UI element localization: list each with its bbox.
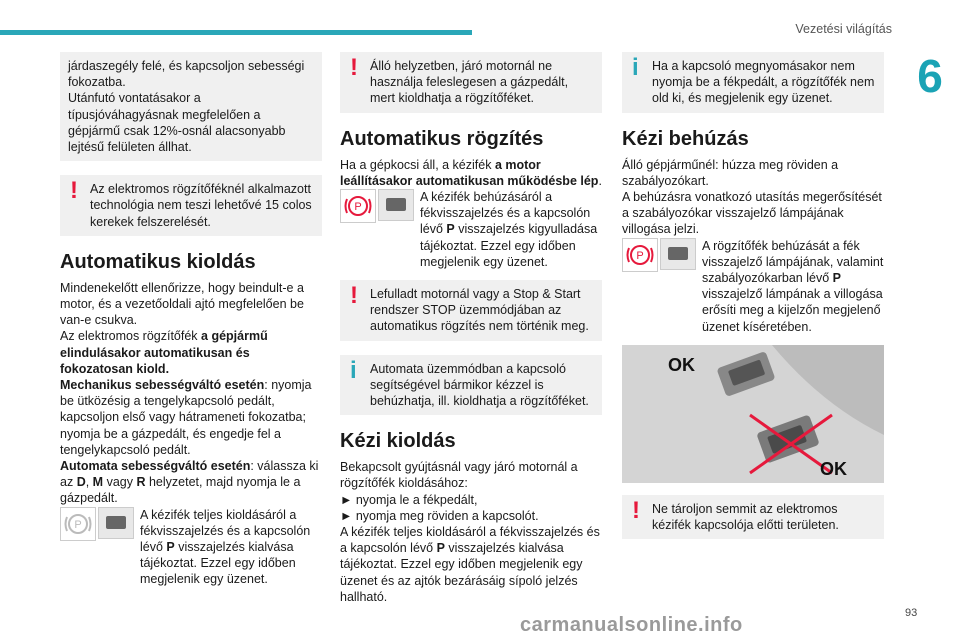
svg-text:P: P	[636, 249, 644, 262]
svg-text:P: P	[74, 518, 82, 531]
paragraph: A behúzásra vonatkozó utasítás megerősítését a szabályozókar visszajelző lámpájának villogása jelzi.	[622, 190, 882, 237]
info-box	[340, 355, 602, 416]
section-title: Vezetési világítás	[795, 22, 892, 36]
console-photo	[622, 345, 884, 483]
paragraph: A kézifék behúzásáról a fékvisszajelzés és a kapcsolón lévő P visszajelzés kigyulladása tájékoztat. Ezzel egy időben megjelenik egy üzenet.	[420, 190, 598, 269]
paragraph: Az elektromos rögzítőfék a gépjármű elindulásakor automatikusan és fokozatosan kiold.	[60, 329, 268, 376]
paragraph: A kézifék teljes kioldásáról a fékvisszajelzés és a kapcsolón lévő P visszajelzés kialvása tájékoztat. Ezzel egy időben megjelenik egy üzenet és az ajtók bezárásáig sípoló jelzés hallható.	[340, 525, 600, 604]
brake-switch-icon	[660, 238, 696, 270]
paragraph: Mechanikus sebességváltó esetén: nyomja be ütközésig a tengelykapcsoló pedált, kapcsoljon első vagy hátrameneti fokozatba; nyomja be a gázpedált, és engedje fel a tengelykapcsoló pedált.	[60, 378, 312, 457]
warning-box	[340, 52, 602, 113]
info-icon: i	[350, 356, 357, 384]
warning-box	[340, 280, 602, 341]
paragraph: Ha a gépkocsi áll, a kézifék a motor leállításakor automatikusan működésbe lép.	[340, 157, 602, 188]
icon-paragraph	[340, 189, 602, 270]
info-box	[622, 52, 884, 113]
parking-brake-icons	[622, 238, 698, 335]
paragraph: Automata sebességváltó esetén: válassza ki az D, M vagy R helyzetet, majd nyomja le a gázpedált.	[60, 459, 319, 506]
warning-text: Az elektromos rögzítőféknél alkalmazott technológia nem teszi lehetővé 15 colos kerekek felszerelését.	[90, 182, 312, 229]
warning-icon: !	[632, 496, 640, 524]
heading-automatic-release: Automatikus kioldás	[60, 250, 256, 273]
parking-brake-icons	[60, 507, 136, 588]
warning-box	[60, 175, 322, 236]
warning-box	[622, 495, 884, 539]
warning-text: Lefulladt motornál vagy a Stop & Start rendszer STOP üzemmódjában az automatikus rögzítés nem történik meg.	[370, 287, 589, 334]
paragraph: A kézifék teljes kioldásáról a fékvisszajelzés és a kapcsolón lévő P visszajelzés kialvása tájékoztat. Ezzel egy időben megjelenik egy üzenet.	[140, 507, 311, 587]
page-number: 93	[905, 607, 918, 619]
brake-switch-icon	[98, 507, 134, 539]
warning-text: Álló helyzetben, járó motornál ne használja feleslegesen a gázpedált, mert kioldhatja a rögzítőféket.	[370, 59, 569, 106]
list-item: ► nyomja meg röviden a kapcsolót.	[340, 508, 539, 523]
chapter-tab	[900, 44, 960, 108]
parking-brake-icons	[340, 189, 416, 270]
info-icon: i	[632, 54, 639, 81]
heading-manual-release: Kézi kioldás	[340, 430, 456, 453]
heading-automatic-apply: Automatikus rögzítés	[340, 127, 544, 150]
ok-label-top: OK	[668, 354, 695, 375]
info-text: Ha a kapcsoló megnyomásakor nem nyomja be a fékpedált, a rögzítőfék nem old ki, és megjelenik egy üzenet.	[652, 59, 875, 106]
warning-icon: !	[350, 282, 358, 310]
icon-paragraph	[622, 238, 884, 335]
list-item: ► nyomja le a fékpedált,	[340, 492, 478, 507]
paragraph: A rögzítőfék behúzását a fék visszajelző lámpájának, valamint szabályozókarban lévő P visszajelző lámpának a villogása erősíti meg a kijelzőn megjelenő üzenet kíséretében.	[702, 238, 884, 334]
warning-icon: !	[70, 177, 78, 205]
paragraph: Bekapcsolt gyújtásnál vagy járó motornál a rögzítőfék kioldásához:	[340, 460, 578, 491]
warning-icon: !	[350, 54, 358, 81]
chapter-number: 6	[917, 50, 943, 102]
paragraph: Álló gépjárműnél: húzza meg röviden a szabályozókart.	[622, 157, 839, 188]
parking-brake-icon	[622, 238, 658, 272]
note-text: járdaszegély felé, és kapcsoljon sebességi fokozatba. Utánfutó vontatásakor a típusjóváhagyásnak megfelelően a gépjármű csak 12%-osnál alacsonyabb lejtésű felületen állhat.	[68, 59, 305, 155]
top-accent-bar	[0, 30, 472, 35]
parking-brake-icon	[60, 507, 96, 541]
heading-manual-apply: Kézi behúzás	[622, 127, 749, 150]
warning-text: Ne tároljon semmit az elektromos kézifék kapcsolója előtti területen.	[652, 501, 839, 533]
brake-switch-icon	[378, 189, 414, 221]
info-text: Automata üzemmódban a kapcsoló segítségével bármikor kézzel is behúzhatja, ill. kioldhatja a rögzítőféket.	[370, 361, 589, 409]
column-3	[622, 52, 884, 553]
watermark: carmanualsonline.info	[520, 614, 743, 636]
parking-brake-icon	[340, 189, 376, 223]
ok-label-bottom: OK	[820, 458, 847, 479]
paragraph: Mindenekelőtt ellenőrizze, hogy beindult-e a motor, és a vezetőoldali ajtó megfelelően be van-e csukva.	[60, 280, 304, 328]
column-2	[340, 52, 602, 605]
icon-paragraph	[60, 507, 322, 588]
svg-text:P: P	[354, 201, 362, 214]
column-1	[60, 52, 322, 588]
note-box	[60, 52, 322, 161]
